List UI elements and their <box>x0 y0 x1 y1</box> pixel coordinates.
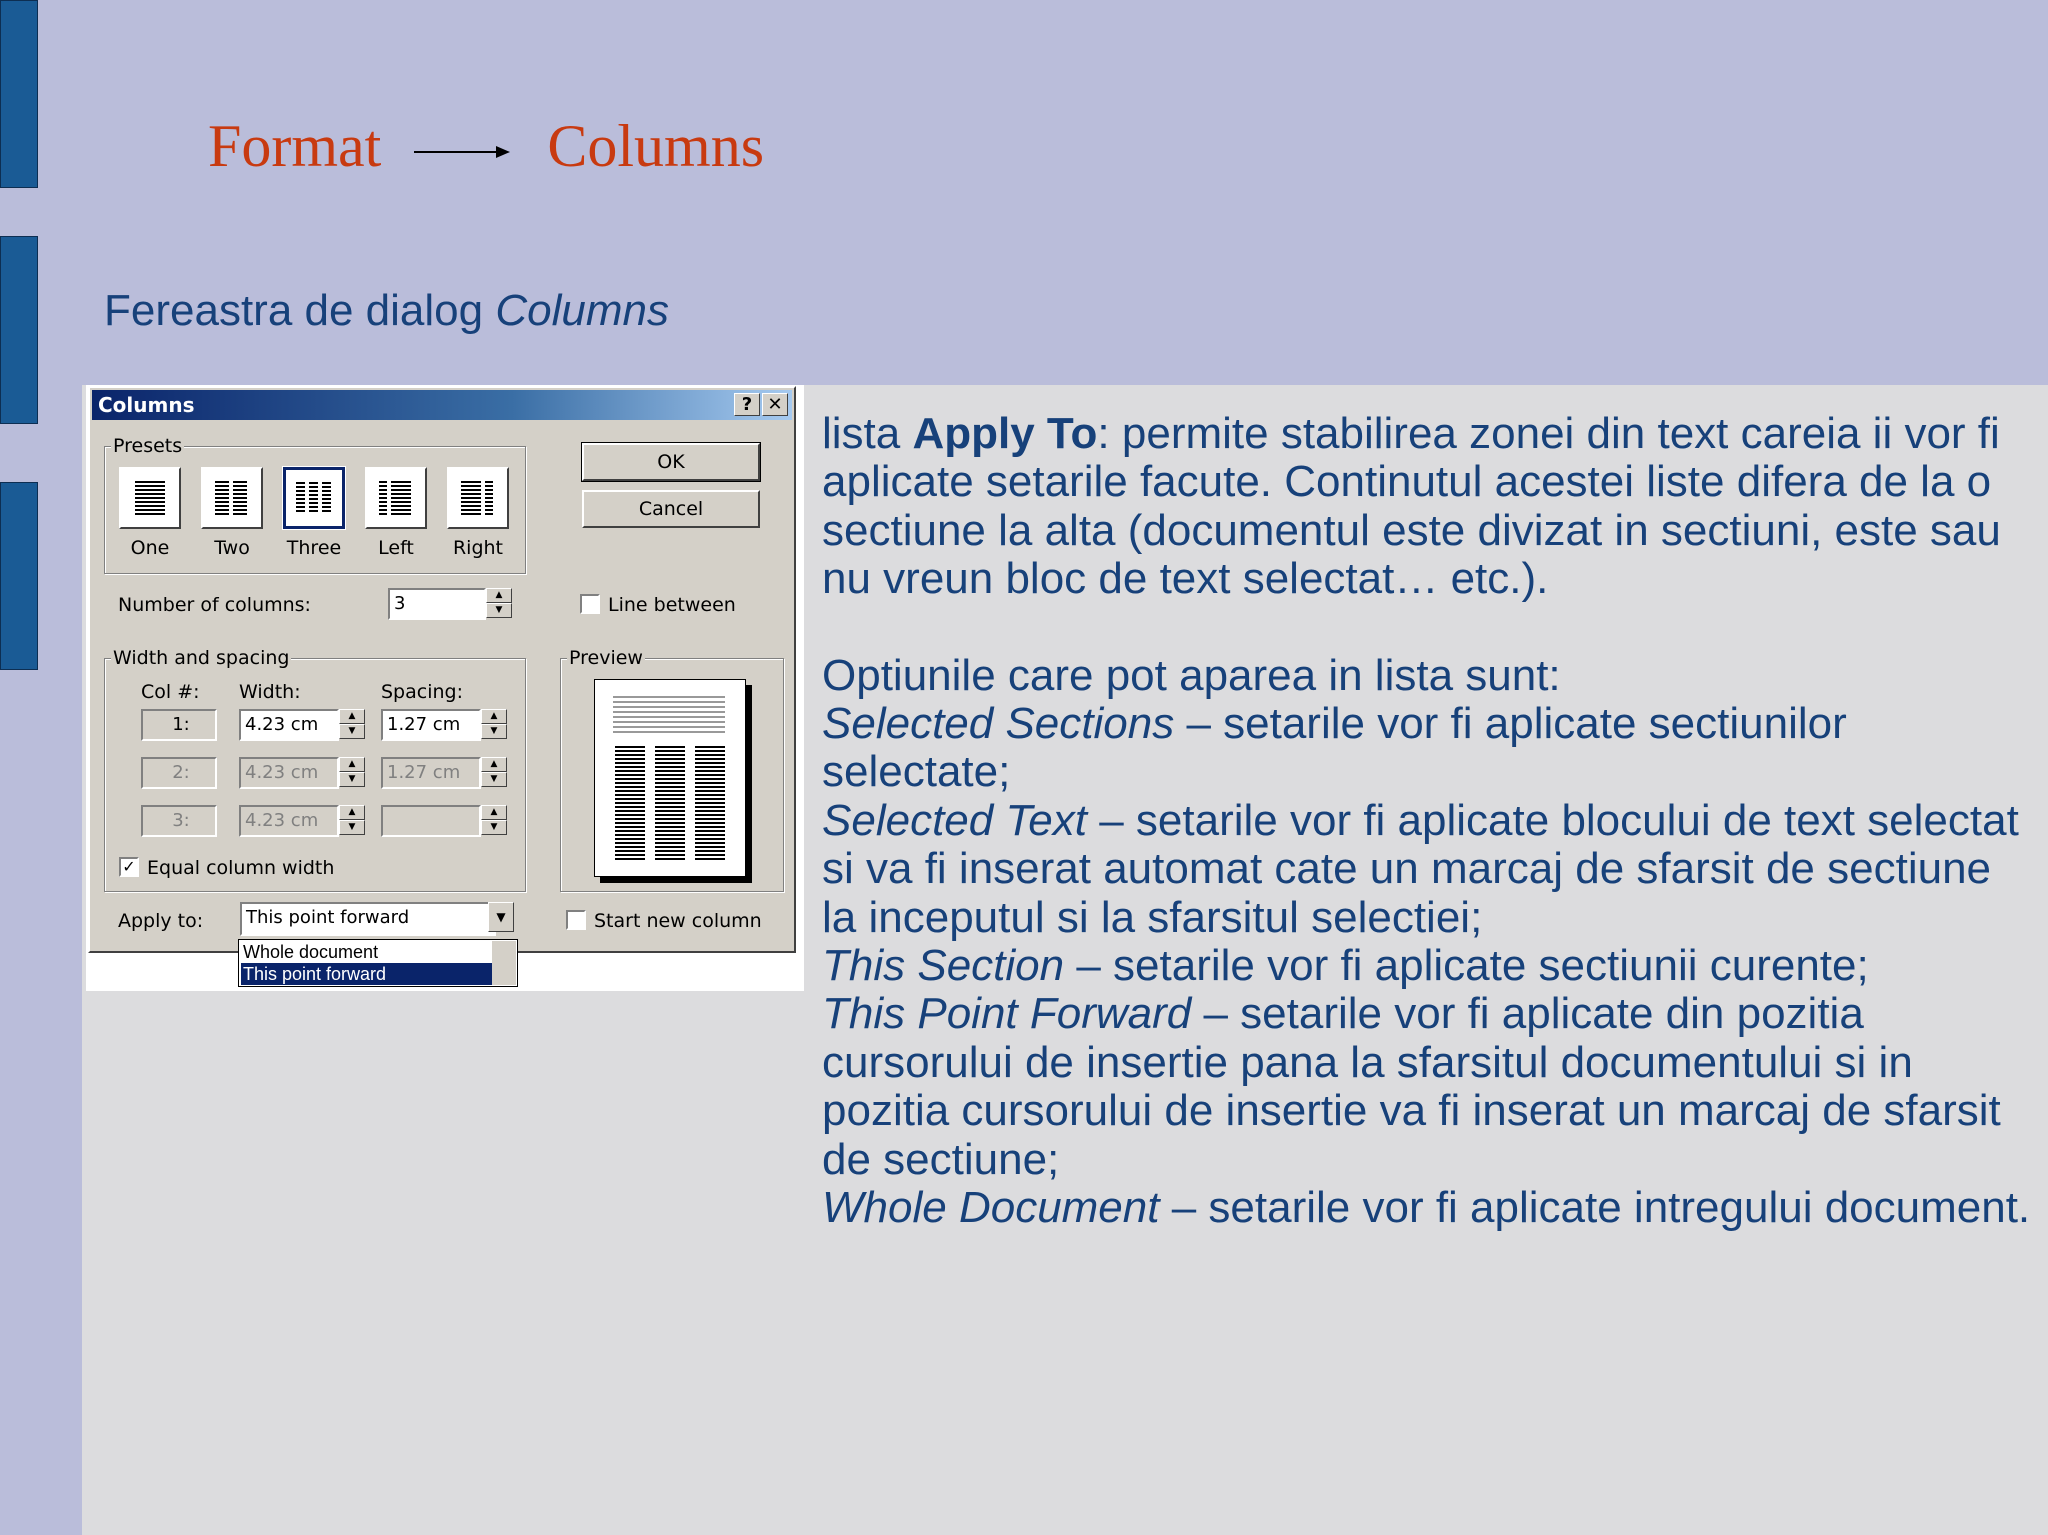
preset-label: Three <box>286 537 342 559</box>
line-between-checkbox[interactable] <box>580 594 600 614</box>
ok-button[interactable]: OK <box>582 443 760 481</box>
cancel-button[interactable]: Cancel <box>582 490 760 528</box>
spacing-input <box>381 805 481 837</box>
width-spinner: ▲ ▼ <box>339 757 365 789</box>
side-tab <box>0 236 38 424</box>
option-item: Whole Document – setarile vor fi aplicate intregului document. <box>822 1183 2031 1233</box>
dialog-screenshot <box>86 385 804 991</box>
chevron-down-icon: ▼ <box>488 902 514 932</box>
option-item: This Point Forward – setarile vor fi aplicate din pozitia cursorului de insertie pana la sfarsitul documentului si in pozitia cursorului de insertie va fi inserat un marcaj de sfarsit de sectiune; <box>822 989 2001 1184</box>
spacing-spinner: ▲ ▼ <box>481 805 507 837</box>
presets-group <box>104 435 526 574</box>
width-input: 4.23 cm <box>239 805 339 837</box>
number-of-columns-input[interactable]: 3 <box>388 588 486 620</box>
apply-to-select[interactable]: This point forward <box>240 902 496 936</box>
option-item: Selected Text – setarile vor fi aplicate blocului de text selectat si va fi inserat automat cate un marcaj de sfarsit de sectiune la inceputul si la sfarsitul selectiei; <box>822 795 2019 942</box>
apply-to-dropdown-list <box>238 939 518 987</box>
preset-left[interactable] <box>365 467 427 529</box>
dropdown-option-this-point-forward[interactable]: This point forward <box>241 963 493 985</box>
close-button[interactable]: ✕ <box>762 393 788 416</box>
preset-one[interactable] <box>119 467 181 529</box>
side-tab <box>0 0 38 188</box>
paragraph-apply-to: lista Apply To: permite stabilirea zonei din text careia ii vor fi aplicate setarile facute. Continutul acestei liste difera de la o sectiune la alta (documentul este divizat in sectiuni, este sau nu vreun bloc de text selectat… etc.). <box>822 409 2001 604</box>
dialog-title: Columns <box>98 393 195 417</box>
preset-label: Left <box>378 537 414 559</box>
width-header: Width: <box>239 681 301 703</box>
preset-right[interactable] <box>447 467 509 529</box>
width-spinner: ▲ ▼ <box>339 805 365 837</box>
apply-to-dropdown-button[interactable] <box>488 902 514 936</box>
start-new-column-label: Start new column <box>594 910 762 932</box>
preset-label: Two <box>214 537 250 559</box>
width-input: 4.23 cm <box>239 757 339 789</box>
apply-to-label: Apply to: <box>118 910 204 932</box>
col-number: 2: <box>141 757 217 789</box>
spacing-input: 1.27 cm <box>381 757 481 789</box>
spacing-header: Spacing: <box>381 681 463 703</box>
preset-two[interactable] <box>201 467 263 529</box>
dropdown-scrollbar[interactable] <box>492 941 516 985</box>
col-header: Col #: <box>141 681 200 703</box>
width-spinner[interactable]: ▲ ▼ <box>339 709 365 741</box>
side-tab <box>0 482 38 670</box>
spacing-spinner[interactable]: ▲ ▼ <box>481 709 507 741</box>
spacing-input[interactable]: 1.27 cm <box>381 709 481 741</box>
preset-label: One <box>130 537 170 559</box>
width-input[interactable]: 4.23 cm <box>239 709 339 741</box>
equal-column-width-checkbox[interactable]: ✓ <box>119 857 139 877</box>
equal-column-width-label: Equal column width <box>147 857 335 879</box>
preset-three[interactable] <box>283 467 345 529</box>
columns-dialog <box>88 386 796 953</box>
help-button[interactable]: ? <box>734 393 760 416</box>
dropdown-option-whole-document[interactable]: Whole document <box>243 942 379 962</box>
number-of-columns-label: Number of columns: <box>118 594 311 616</box>
right-arrow-icon <box>412 137 512 167</box>
preview-group <box>560 647 784 892</box>
preview-page <box>594 679 746 877</box>
presets-label: Presets <box>113 435 183 457</box>
slide-heading <box>208 112 764 181</box>
preset-label: Right <box>452 537 504 559</box>
width-spacing-label: Width and spacing <box>113 647 290 669</box>
heading-columns: Columns <box>547 113 765 179</box>
options-intro: Optiunile care pot aparea in lista sunt: <box>822 650 1561 700</box>
col-number: 3: <box>141 805 217 837</box>
option-item: This Section – setarile vor fi aplicate sectiunii curente; <box>822 941 1869 991</box>
width-spacing-group <box>104 647 526 892</box>
line-between-label: Line between <box>608 594 736 616</box>
start-new-column-checkbox[interactable] <box>566 910 586 930</box>
col-number: 1: <box>141 709 217 741</box>
number-of-columns-spinner[interactable]: ▲ ▼ <box>486 588 512 620</box>
slide-subtitle: Fereastra de dialog Columns <box>104 286 669 335</box>
spacing-spinner: ▲ ▼ <box>481 757 507 789</box>
preview-label: Preview <box>569 647 643 669</box>
option-item: Selected Sections – setarile vor fi aplicate sectiunilor selectate; <box>822 699 1847 797</box>
body-text <box>822 410 2032 1233</box>
dialog-titlebar <box>92 390 792 420</box>
heading-format: Format <box>208 113 382 179</box>
